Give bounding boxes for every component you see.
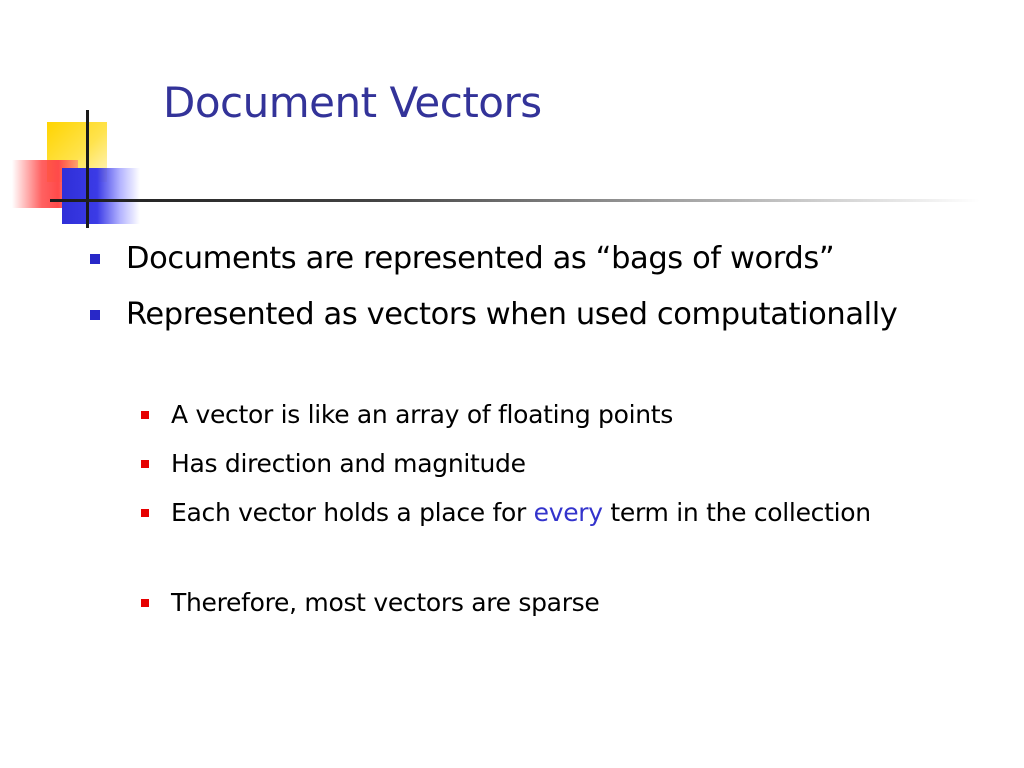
bullet-item [90, 293, 970, 336]
sub-bullet-item [141, 493, 901, 533]
overlapping-squares-logo-icon [0, 0, 140, 240]
small-square-bullet-icon [141, 599, 149, 607]
small-square-bullet-icon [141, 460, 149, 468]
square-bullet-icon [90, 254, 100, 264]
title-underline-rule [50, 199, 980, 202]
sub-bullet-text: Has direction and magnitude [171, 449, 526, 478]
small-square-bullet-icon [141, 411, 149, 419]
sub-bullet-text-before: Each vector holds a place for [171, 498, 534, 527]
sub-bullet-text-after: term in the collection [602, 498, 871, 527]
square-bullet-icon [90, 310, 100, 320]
sub-bullet-item [141, 395, 901, 435]
bullet-item [90, 237, 970, 280]
emphasized-word: every [533, 498, 603, 527]
bullet-text: Represented as vectors when used computationally [126, 297, 898, 332]
sub-bullet-text: Therefore, most vectors are sparse [171, 588, 600, 617]
sub-bullet-text [171, 493, 901, 533]
bullet-text: Documents are represented as “bags of words” [126, 241, 835, 276]
sub-bullet-item [141, 444, 901, 484]
sub-bullet-text: A vector is like an array of floating points [171, 400, 674, 429]
vertical-rule [86, 110, 89, 228]
sub-bullet-item [141, 583, 901, 623]
slide-title: Document Vectors [163, 78, 542, 127]
small-square-bullet-icon [141, 509, 149, 517]
blue-square [62, 168, 140, 224]
